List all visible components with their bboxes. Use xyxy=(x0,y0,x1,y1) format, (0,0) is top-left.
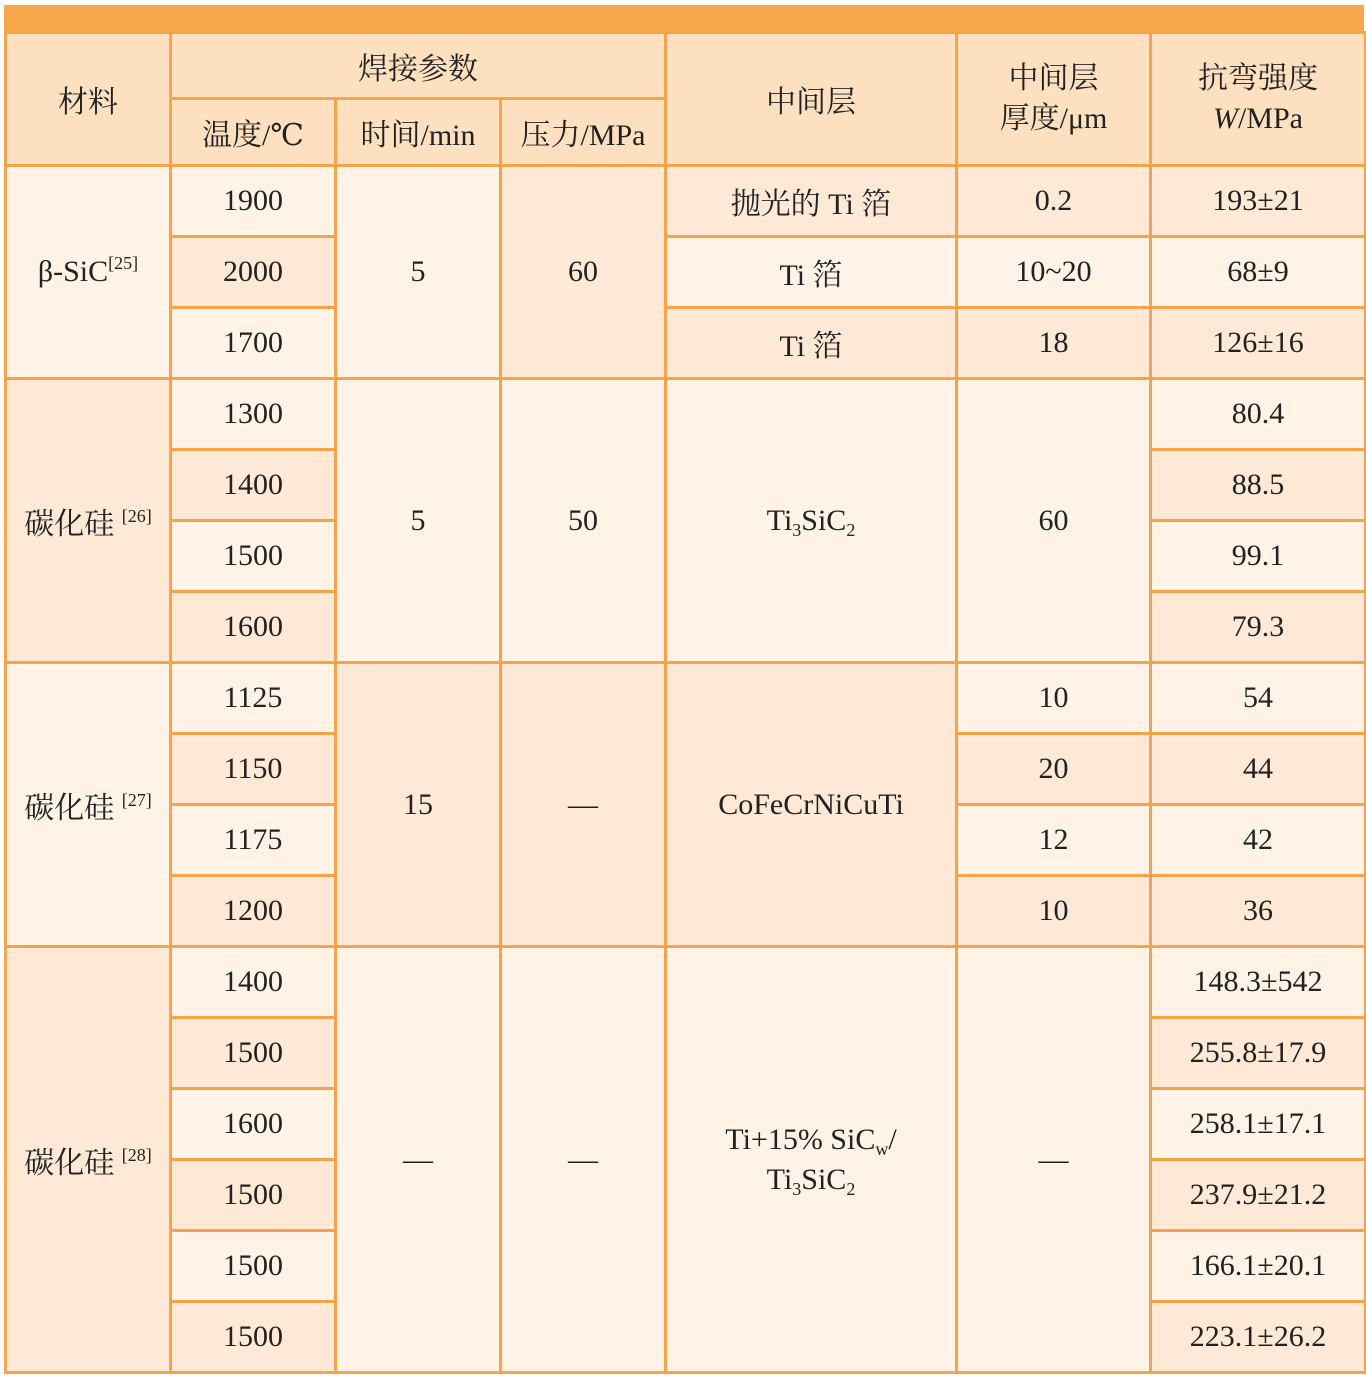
temperature-cell: 1175 xyxy=(171,805,336,876)
table-row xyxy=(6,308,1366,379)
temperature-cell: 1500 xyxy=(171,1302,336,1373)
header-time: 时间/min xyxy=(336,99,501,166)
header-strength-symbol: W xyxy=(1212,102,1238,135)
strength-cell: 237.9±21.2 xyxy=(1151,1160,1366,1231)
header-row-1 xyxy=(6,33,1366,99)
temperature-cell: 1600 xyxy=(171,592,336,663)
thickness-cell: 10 xyxy=(957,663,1151,734)
temperature-cell: 1500 xyxy=(171,1231,336,1302)
temperature-cell: 1200 xyxy=(171,876,336,947)
pressure-cell: 50 xyxy=(501,379,666,663)
time-cell: 5 xyxy=(336,379,501,663)
welding-parameters-table xyxy=(4,31,1366,1374)
reference: [26] xyxy=(121,505,152,526)
strength-cell: 44 xyxy=(1151,734,1366,805)
thickness-cell: 18 xyxy=(957,308,1151,379)
material-cell: 碳化硅 [26] xyxy=(6,379,171,663)
reference: [25] xyxy=(108,253,139,273)
temperature-cell: 1125 xyxy=(171,663,336,734)
thickness-cell: 10 xyxy=(957,876,1151,947)
table-top-bar xyxy=(4,5,1364,31)
header-strength-unit: /MPa xyxy=(1237,102,1303,135)
interlayer-cell: 抛光的 Ti 箔 xyxy=(666,166,957,237)
pressure-cell: 60 xyxy=(501,166,666,379)
header-interlayer: 中间层 xyxy=(666,33,957,166)
strength-cell: 54 xyxy=(1151,663,1366,734)
strength-cell: 36 xyxy=(1151,876,1366,947)
interlayer-cell: Ti 箔 xyxy=(666,237,957,308)
thickness-cell: 60 xyxy=(957,379,1151,663)
strength-cell: 79.3 xyxy=(1151,592,1366,663)
header-temperature: 温度/℃ xyxy=(171,99,336,166)
header-thickness xyxy=(957,33,1151,166)
header-strength-line2 xyxy=(1152,99,1364,139)
temperature-cell: 1500 xyxy=(171,1160,336,1231)
temperature-cell: 1500 xyxy=(171,521,336,592)
header-strength xyxy=(1151,33,1366,166)
pressure-cell: — xyxy=(501,663,666,947)
interlayer-cell xyxy=(666,947,957,1373)
temperature-cell: 1600 xyxy=(171,1089,336,1160)
temperature-cell: 2000 xyxy=(171,237,336,308)
interlayer-cell: Ti 箔 xyxy=(666,308,957,379)
pressure-cell: — xyxy=(501,947,666,1373)
time-cell: 15 xyxy=(336,663,501,947)
strength-cell: 88.5 xyxy=(1151,450,1366,521)
temperature-cell: 1700 xyxy=(171,308,336,379)
temperature-cell: 1300 xyxy=(171,379,336,450)
time-cell: — xyxy=(336,947,501,1373)
strength-cell: 80.4 xyxy=(1151,379,1366,450)
interlayer-cell: CoFeCrNiCuTi xyxy=(666,663,957,947)
page xyxy=(4,0,1364,1381)
reference: [27] xyxy=(121,789,152,810)
time-cell: 5 xyxy=(336,166,501,379)
interlayer-cell: $Ti_3SiC_2$ xyxy=(666,379,957,663)
header-strength-line1: 抗弯强度 xyxy=(1198,62,1318,95)
table-row xyxy=(6,379,1366,450)
table-row xyxy=(6,166,1366,237)
temperature-cell: 1150 xyxy=(171,734,336,805)
header-thickness-line1: 中间层 xyxy=(1008,62,1099,95)
thickness-cell: 12 xyxy=(957,805,1151,876)
table-row xyxy=(6,663,1366,734)
strength-cell: 255.8±17.9 xyxy=(1151,1018,1366,1089)
material-cell: 碳化硅 [27] xyxy=(6,663,171,947)
strength-cell: 148.3±542 xyxy=(1151,947,1366,1018)
header-pressure: 压力/MPa xyxy=(501,99,666,166)
header-thickness-line2: 厚度/μm xyxy=(999,102,1108,135)
table-row xyxy=(6,237,1366,308)
temperature-cell: 1400 xyxy=(171,450,336,521)
temperature-cell: 1400 xyxy=(171,947,336,1018)
thickness-cell: — xyxy=(957,947,1151,1373)
header-weld-params: 焊接参数 xyxy=(171,33,666,99)
strength-cell: 42 xyxy=(1151,805,1366,876)
thickness-cell: 20 xyxy=(957,734,1151,805)
strength-cell: 223.1±26.2 xyxy=(1151,1302,1366,1373)
material-cell: 碳化硅 [28] xyxy=(6,947,171,1373)
strength-cell: 193±21 xyxy=(1151,166,1366,237)
interlayer-line2: $Ti_3SiC_2$ xyxy=(766,1162,856,1199)
reference: [28] xyxy=(121,1144,152,1165)
thickness-cell: 0.2 xyxy=(957,166,1151,237)
table-row xyxy=(6,947,1366,1018)
interlayer-line1: Ti+15% SiC$_w$/ xyxy=(725,1122,897,1159)
header-material: 材料 xyxy=(6,33,171,166)
thickness-cell: 10~20 xyxy=(957,237,1151,308)
strength-cell: 126±16 xyxy=(1151,308,1366,379)
temperature-cell: 1900 xyxy=(171,166,336,237)
strength-cell: 258.1±17.1 xyxy=(1151,1089,1366,1160)
strength-cell: 99.1 xyxy=(1151,521,1366,592)
strength-cell: 68±9 xyxy=(1151,237,1366,308)
temperature-cell: 1500 xyxy=(171,1018,336,1089)
material-cell: β-SiC[25] xyxy=(6,166,171,379)
strength-cell: 166.1±20.1 xyxy=(1151,1231,1366,1302)
